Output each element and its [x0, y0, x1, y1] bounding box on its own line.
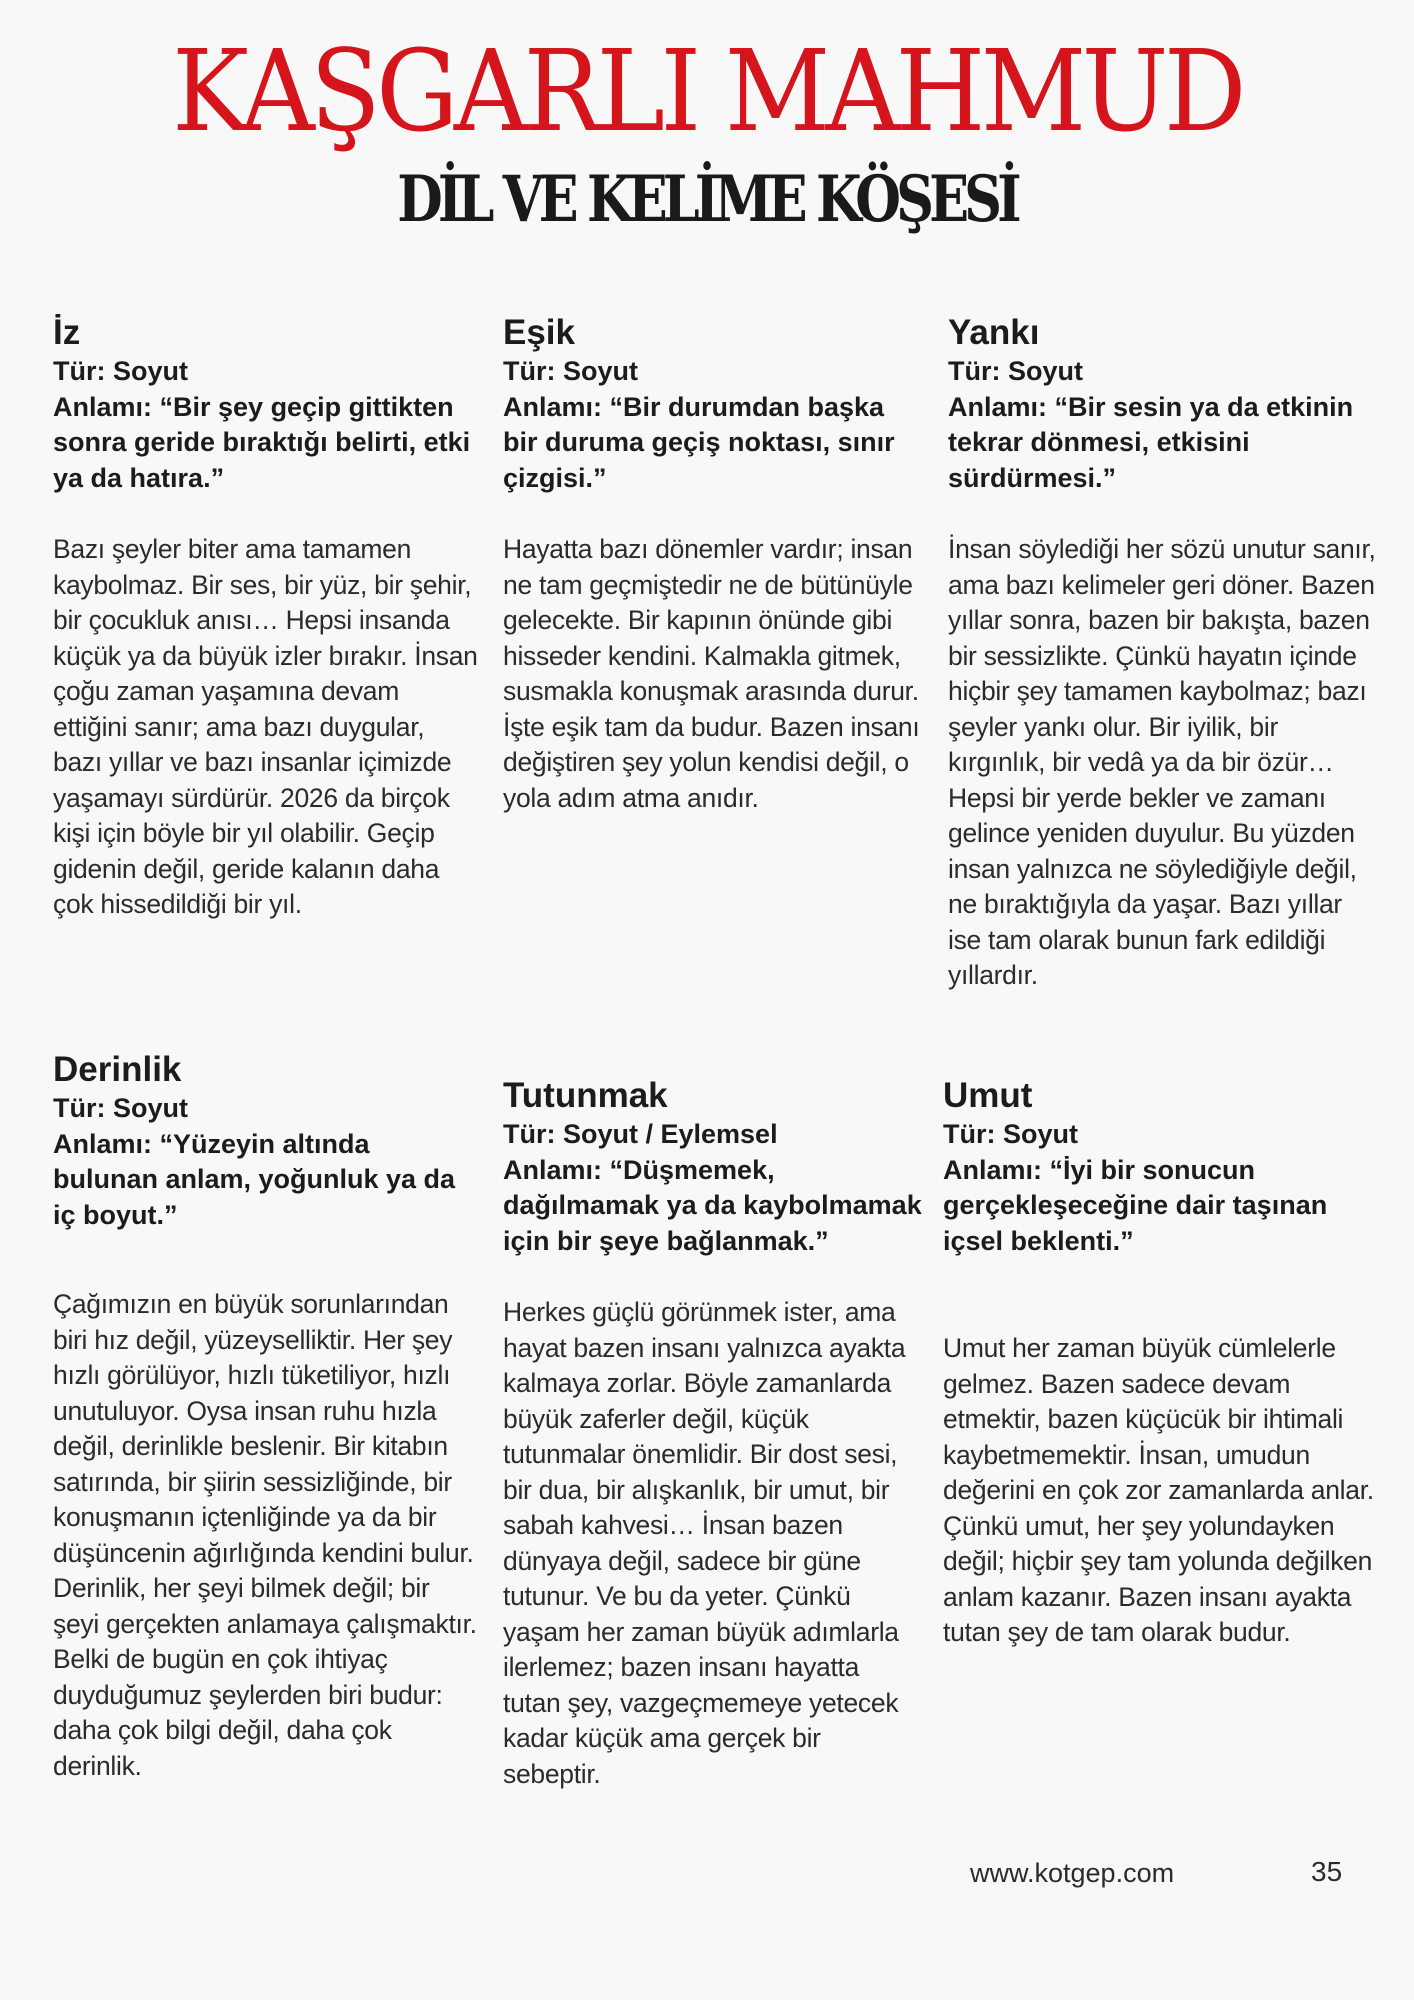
entry-word: Tutunmak — [503, 1076, 668, 1115]
entry-meaning: Anlamı: “Bir sesin ya da etkinin tekrar dönmesi, etkisini sürdürmesi.” — [948, 391, 1354, 493]
entry-word: İz — [53, 313, 81, 352]
entry-body: Hayatta bazı dönemler vardır; insan ne tam geçmiştedir ne de bütünüyle gelecekte. Bir kapının önünde gibi hisseder kendini. Kalmakla gitmek, susmakla konuşmak arasında durur. İşte eşik tam da budur. Bazen insanı değiştiren şey yolun kendisi değil, o yola adım atma anıdır. — [503, 534, 920, 813]
entry-body: Bazı şeyler biter ama tamamen kaybolmaz. Bir ses, bir yüz, bir şehir, bir çocukluk anısı… Hepsi insanda küçük ya da büyük izler bırakır. İnsan çoğu zaman yaşamına devam ettiğini sanır; ama bazı duygular, bazı yıllar ve bazı insanlar içimizde yaşamayı sürdürür. 2026 da birçok kişi için böyle bir yıl olabilir. Geçip gidenin değil, geride kalanın daha çok hissedildiği bir yıl. — [53, 534, 478, 919]
entry-body: Umut her zaman büyük cümlelerle gelmez. Bazen sadece devam etmektir, bazen küçücük bir ihtimali kaybetmemektir. İnsan, umudun değerini en çok zor zamanlarda anlar. Çünkü umut, her şey yolundayken değil; hiçbir şey tam yolunda değilken anlam kazanır. Bazen insanı ayakta tutan şey de tam olarak budur. — [943, 1333, 1374, 1647]
entry-meaning: Anlamı: “Bir durumdan başka bir duruma geçiş noktası, sınır çizgisi.” — [503, 391, 895, 493]
page-title: KAŞGARLI MAHMUD — [172, 27, 1242, 157]
entry-type: Tür: Soyut — [948, 356, 1083, 386]
page-subtitle: DİL VE KELİME KÖŞESİ — [397, 162, 1017, 237]
entry-meaning: Anlamı: “Bir şey geçip gittikten sonra geride bıraktığı belirti, etki ya da hatıra.” — [53, 391, 471, 493]
page-number: 35 — [1311, 1856, 1343, 1887]
entry-tutunmak — [503, 1075, 923, 1792]
entry-yanki — [948, 312, 1378, 994]
entry-meaning: Anlamı: “Düşmemek, dağılmamak ya da kaybolmamak için bir şeye bağlanmak.” — [503, 1154, 922, 1256]
entry-word: Derinlik — [53, 1050, 182, 1089]
entry-body: İnsan söylediği her sözü unutur sanır, ama bazı kelimeler geri döner. Bazen yıllar sonra, bazen bir bakışta, bazen bir sessizlikte. Çünkü hayatın içinde hiçbir şey tamamen kaybolmaz; bazı şeyler yankı olur. Bir iyilik, bir kırgınlık, bir vedâ ya da bir özür… Hepsi bir yerde bekler ve zamanı gelince yeniden duyulur. Bu yüzden insan yalnızca ne söylediğiyle değil, ne bıraktığıyla da yaşar. Bazı yıllar ise tam olarak bunun fark edildiği yıllardır. — [948, 534, 1376, 990]
entry-umut — [943, 1075, 1378, 1651]
entry-type: Tür: Soyut — [53, 1093, 188, 1123]
entry-word: Yankı — [948, 313, 1040, 352]
entry-word: Umut — [943, 1076, 1033, 1115]
entry-esik — [503, 312, 923, 816]
entry-meaning: Anlamı: “Yüzeyin altında bulunan anlam, yoğunluk ya da iç boyut.” — [53, 1128, 456, 1230]
entry-type: Tür: Soyut — [943, 1119, 1078, 1149]
footer-url[interactable]: www.kotgep.com — [970, 1858, 1175, 1888]
entry-type: Tür: Soyut — [53, 356, 188, 386]
entry-word: Eşik — [503, 313, 575, 352]
entry-body: Çağımızın en büyük sorunlarından biri hız değil, yüzeyselliktir. Her şey hızlı görülüyor, hızlı tüketiliyor, hızlı unutuluyor. Oysa insan ruhu hızla değil, derinlikle beslenir. Bir kitabın satırında, bir şiirin sessizliğinde, bir konuşmanın içtenliğinde ya da bir düşüncenin ağırlığında kendini bulur. Derinlik, her şeyi bilmek değil; bir şeyi gerçekten anlamaya çalışmaktır. Belki de bugün en çok ihtiyaç duyduğumuz şeylerden biri budur: daha çok bilgi değil, daha çok derinlik. — [53, 1289, 477, 1781]
entry-meaning: Anlamı: “İyi bir sonucun gerçekleşeceğine dair taşınan içsel beklenti.” — [943, 1154, 1328, 1256]
entry-derinlik — [53, 1049, 478, 1784]
entry-body: Herkes güçlü görünmek ister, ama hayat bazen insanı yalnızca ayakta kalmaya zorlar. Böyle zamanlarda büyük zaferler değil, küçük tutunmalar önemlidir. Bir dost sesi, bir dua, bir alışkanlık, bir umut, bir sabah kahvesi… İnsan bazen dünyaya değil, sadece bir güne tutunur. Ve bu da yeter. Çünkü yaşam her zaman büyük adımlarla ilerlemez; bazen insanı hayatta tutan şey, vazgeçmemeye yetecek kadar küçük ama gerçek bir sebeptir. — [503, 1297, 906, 1789]
entry-type: Tür: Soyut / Eylemsel — [503, 1119, 778, 1149]
page-header — [0, 28, 1414, 240]
entry-iz — [53, 312, 478, 923]
entry-type: Tür: Soyut — [503, 356, 638, 386]
